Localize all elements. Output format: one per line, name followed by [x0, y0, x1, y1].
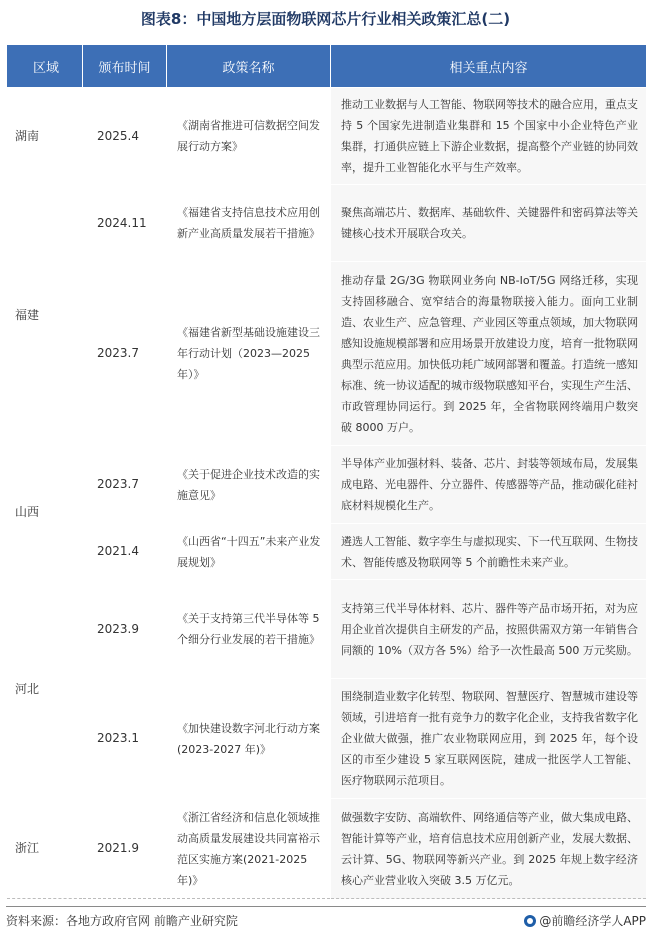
- page-title: 图表8：中国地方层面物联网芯片行业相关政策汇总(二): [140, 10, 511, 28]
- region-cell: 河北: [7, 580, 83, 799]
- header-date: 颁布时间: [83, 45, 167, 88]
- content-cell: 支持第三代半导体材料、芯片、器件等产品市场开拓，对为应用企业首次提供自主研发的产品，按照供需双方第一年销售合同额的 10%（双方各 5%）给予一次性最高 500 万元奖励。: [331, 580, 647, 679]
- table-row: [7, 580, 647, 679]
- content-cell: 半导体产业加强材料、装备、芯片、封装等领域布局，发展集成电路、光电器件、分立器件、传感器等产品，推动碳化硅衬底材料规模化生产。: [331, 446, 647, 524]
- table-header-row: [7, 45, 647, 88]
- header-content: 相关重点内容: [331, 45, 647, 88]
- footer: [6, 911, 646, 931]
- policy-cell: 《加快建设数字河北行动方案(2023-2027 年)》: [167, 679, 331, 799]
- date-cell: 2021.4: [83, 524, 167, 580]
- brand-credit: [524, 911, 646, 931]
- table-row: [7, 88, 647, 185]
- policy-cell: 《福建省支持信息技术应用创新产业高质量发展若干措施》: [167, 185, 331, 262]
- date-cell: 2021.9: [83, 799, 167, 899]
- date-cell: 2023.7: [83, 262, 167, 446]
- content-cell: 推动存量 2G/3G 物联网业务向 NB-IoT/5G 网络迁移，实现支持固移融合、宽窄结合的海量物联接入能力。面向工业制造、农业生产、应急管理、产业园区等重点领域，加大物联网感知设施规模部署和应用场景开放建设力度，培育一批物联网典型示范应用。加快低功耗广域网部署和覆盖。打造统一感知标准、统一协议适配的城市级物联感知平台，实现生产生活、市政管理协同运行。到 2025 年，全省物联网终端用户数突破 8000 万户。: [331, 262, 647, 446]
- policy-cell: 《山西省“十四五”未来产业发展规划》: [167, 524, 331, 580]
- region-cell: 湖南: [7, 88, 83, 185]
- content-cell: 推动工业数据与人工智能、物联网等技术的融合应用，重点支持 5 个国家先进制造业集群和 15 个国家中小企业特色产业集群，打通供应链上下游企业数据，提高整个产业链的协同效率，提升工业智能化水平与生产效率。: [331, 88, 647, 185]
- content-cell: 聚焦高端芯片、数据库、基础软件、关键器件和密码算法等关键核心技术开展联合攻关。: [331, 185, 647, 262]
- policy-cell: 《福建省新型基础设施建设三年行动计划（2023—2025 年）》: [167, 262, 331, 446]
- header-region: 区域: [7, 45, 83, 88]
- region-cell: 山西: [7, 446, 83, 580]
- date-cell: 2023.9: [83, 580, 167, 679]
- table-row: [7, 799, 647, 899]
- policy-cell: 《关于支持第三代半导体等 5 个细分行业发展的若干措施》: [167, 580, 331, 679]
- date-cell: 2025.4: [83, 88, 167, 185]
- table-row: [7, 524, 647, 580]
- table-row: [7, 446, 647, 524]
- table-row: [7, 185, 647, 262]
- content-cell: 围绕制造业数字化转型、物联网、智慧医疗、智慧城市建设等领域，引进培育一批有竞争力的数字化企业，支持我省数字化企业做大做强，推广农业物联网应用，到 2025 年，每个设区的市至少建设 5 家互联网医院，建成一批医学人工智能、医疗物联网示范项目。: [331, 679, 647, 799]
- header-policy: 政策名称: [167, 45, 331, 88]
- footer-divider: [6, 906, 646, 907]
- date-cell: 2023.7: [83, 446, 167, 524]
- policy-cell: 《浙江省经济和信息化领域推动高质量发展建设共同富裕示范区实施方案(2021-2025 年)》: [167, 799, 331, 899]
- date-cell: 2024.11: [83, 185, 167, 262]
- policy-cell: 《关于促进企业技术改造的实施意见》: [167, 446, 331, 524]
- table-row: [7, 679, 647, 799]
- region-cell: 浙江: [7, 799, 83, 899]
- content-cell: 遴选人工智能、数字孪生与虚拟现实、下一代互联网、生物技术、智能传感及物联网等 5 个前瞻性未来产业。: [331, 524, 647, 580]
- content-cell: 做强数字安防、高端软件、网络通信等产业，做大集成电路、智能计算等产业，培育信息技术应用创新产业，发展大数据、云计算、5G、物联网等新兴产业。到 2025 年规上数字经济核心产业营业收入突破 3.5 万亿元。: [331, 799, 647, 899]
- qianzhan-logo-icon: [524, 915, 536, 927]
- policy-table: [6, 44, 647, 899]
- brand-label: @前瞻经济学人APP: [539, 914, 646, 928]
- region-cell: 福建: [7, 185, 83, 446]
- date-cell: 2023.1: [83, 679, 167, 799]
- table-row: [7, 262, 647, 446]
- source-note: 资料来源：各地方政府官网 前瞻产业研究院: [6, 914, 238, 928]
- policy-cell: 《湖南省推进可信数据空间发展行动方案》: [167, 88, 331, 185]
